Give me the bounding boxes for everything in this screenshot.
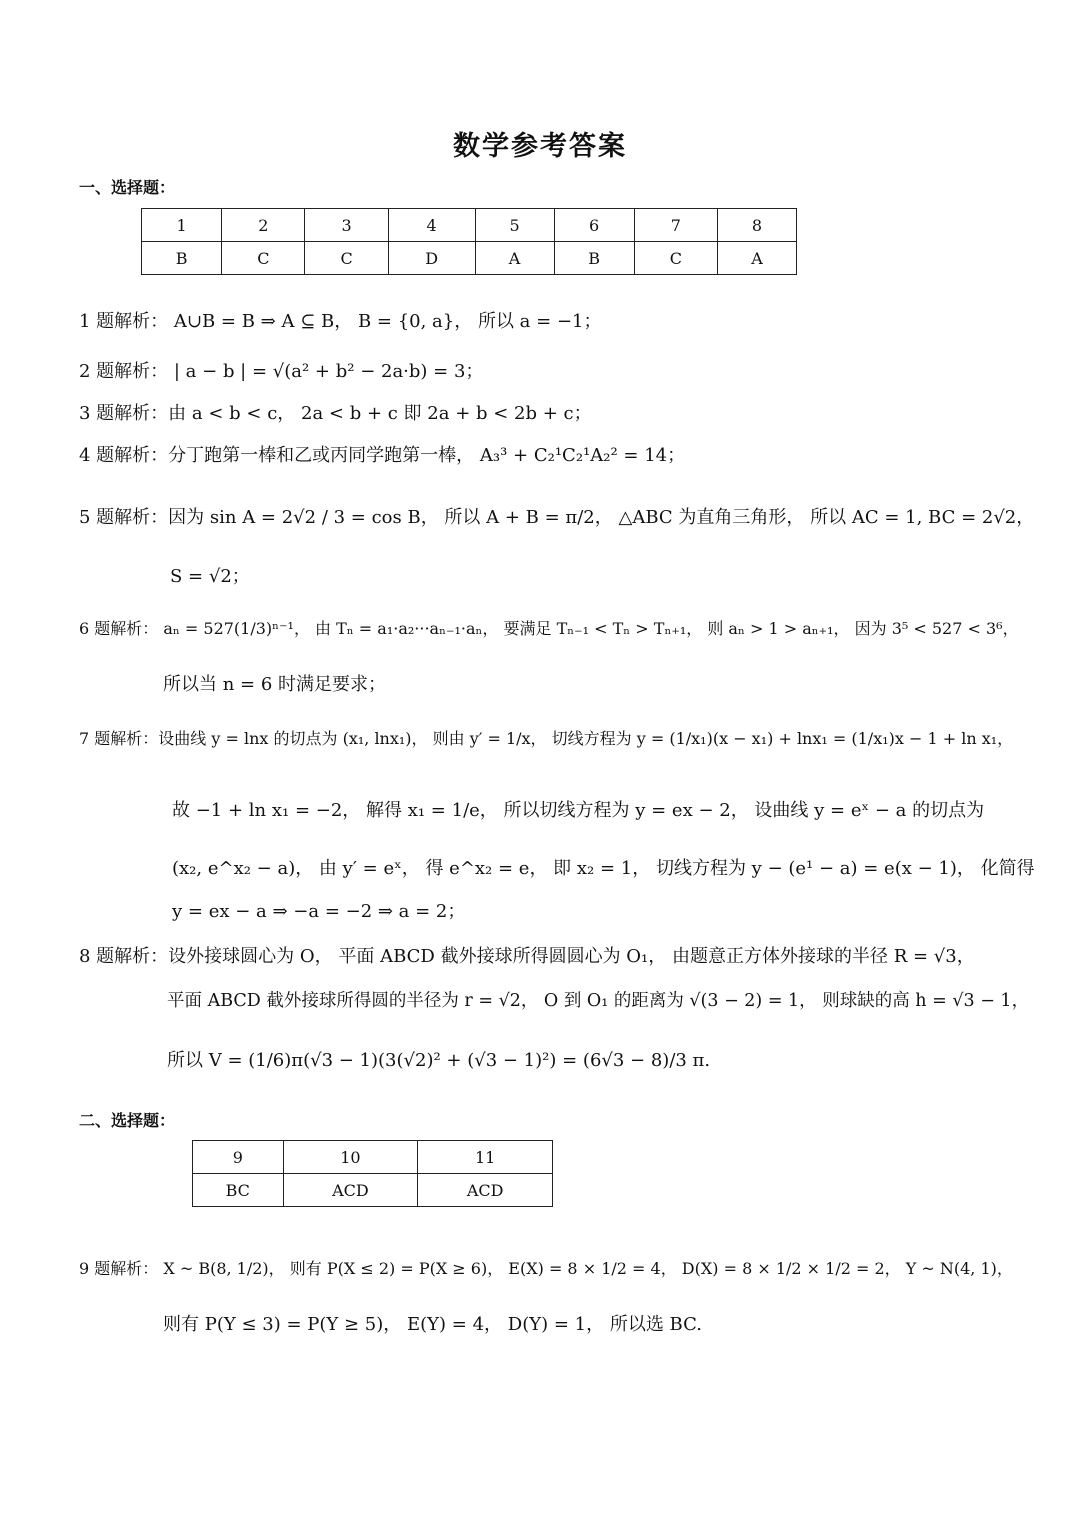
answer-table-1 [141,208,797,275]
table-cell: 3 [305,209,388,242]
table-cell: 5 [475,209,554,242]
table-cell: A [475,242,554,275]
explanation-7-line-3: (x₂, e^x₂ − a)， 由 y′ = eˣ， 得 e^x₂ = e， 即 x₂ = 1， 切线方程为 y − (e¹ − a) = e(x − 1)， 化简得 [172,858,1035,879]
table-row-answers [142,242,797,275]
table-cell: 4 [388,209,475,242]
table-cell: 11 [418,1141,553,1174]
table-cell: 6 [554,209,634,242]
table-cell: ACD [418,1174,553,1207]
explanation-7-line-1: 7 题解析：设曲线 y = lnx 的切点为 (x₁, lnx₁)， 则由 y′ = 1/x， 切线方程为 y = (1/x₁)(x − x₁) + lnx₁ = (1/x₁)x − 1 + ln x₁， [79,729,1014,748]
explanation-3: 3 题解析：由 a < b < c， 2a < b + c 即 2a + b < 2b + c； [79,403,592,424]
table-cell: 9 [193,1141,284,1174]
table-cell: A [717,242,796,275]
explanation-5-line-1: 5 题解析：因为 sin A = 2√2 / 3 = cos B， 所以 A + B = π/2， △ABC 为直角三角形， 所以 AC = 1, BC = 2√2， [79,507,1035,528]
explanation-6-line-1: 6 题解析： aₙ = 527(1/3)ⁿ⁻¹， 由 Tₙ = a₁·a₂···aₙ₋₁·aₙ， 要满足 Tₙ₋₁ < Tₙ > Tₙ₊₁， 则 aₙ > 1 > aₙ₊₁， 因为 3⁵ < 527 < 3⁶， [79,619,1019,638]
section-2-heading: 二、选择题： [79,1111,176,1130]
explanation-7-line-4: y = ex − a ⇒ −a = −2 ⇒ a = 2； [172,901,466,922]
page-title: 数学参考答案 [453,131,627,162]
explanation-9-line-2: 则有 P(Y ≤ 3) = P(Y ≥ 5)， E(Y) = 4， D(Y) = 1， 所以选 BC. [163,1314,702,1335]
table-cell: 10 [283,1141,418,1174]
explanation-8-line-3: 所以 V = (1/6)π(√3 − 1)(3(√2)² + (√3 − 1)²) = (6√3 − 8)/3 π. [167,1050,711,1071]
table-cell: 7 [634,209,717,242]
table-cell: 2 [222,209,305,242]
table-cell: BC [193,1174,284,1207]
table-cell: B [554,242,634,275]
explanation-7-line-2: 故 −1 + ln x₁ = −2， 解得 x₁ = 1/e， 所以切线方程为 y = ex − 2， 设曲线 y = eˣ − a 的切点为 [172,800,985,821]
explanation-5-line-2: S = √2； [170,566,250,587]
table-cell: 1 [142,209,222,242]
table-cell: C [222,242,305,275]
table-cell: B [142,242,222,275]
answer-table-2 [192,1140,553,1207]
section-1-heading: 一、选择题： [79,178,176,197]
table-row-numbers [142,209,797,242]
explanation-2: 2 题解析： | a − b | = √(a² + b² − 2a·b) = 3； [79,361,484,382]
table-cell: C [305,242,388,275]
table-cell: C [634,242,717,275]
table-cell: 8 [717,209,796,242]
explanation-1: 1 题解析： A∪B = B ⇒ A ⊆ B， B = {0, a}， 所以 a = −1； [79,311,602,332]
explanation-6-line-2: 所以当 n = 6 时满足要求； [163,674,387,695]
table-cell: D [388,242,475,275]
table-row-numbers [193,1141,553,1174]
table-cell: ACD [283,1174,418,1207]
explanation-9-line-1: 9 题解析： X ~ B(8, 1/2)， 则有 P(X ≤ 2) = P(X ≥ 6)， E(X) = 8 × 1/2 = 4， D(X) = 8 × 1/2 × 1/2 = 2， Y ~ N(4, 1)， [79,1259,1013,1278]
explanation-4: 4 题解析：分丁跑第一棒和乙或丙同学跑第一棒， A₃³ + C₂¹C₂¹A₂² = 14； [79,445,686,466]
explanation-8-line-2: 平面 ABCD 截外接球所得圆的半径为 r = √2， O 到 O₁ 的距离为 √(3 − 2) = 1， 则球缺的高 h = √3 − 1， [167,991,1030,1011]
table-row-answers [193,1174,553,1207]
explanation-8-line-1: 8 题解析：设外接球圆心为 O， 平面 ABCD 截外接球所得圆圆心为 O₁， 由题意正方体外接球的半径 R = √3， [79,946,975,967]
